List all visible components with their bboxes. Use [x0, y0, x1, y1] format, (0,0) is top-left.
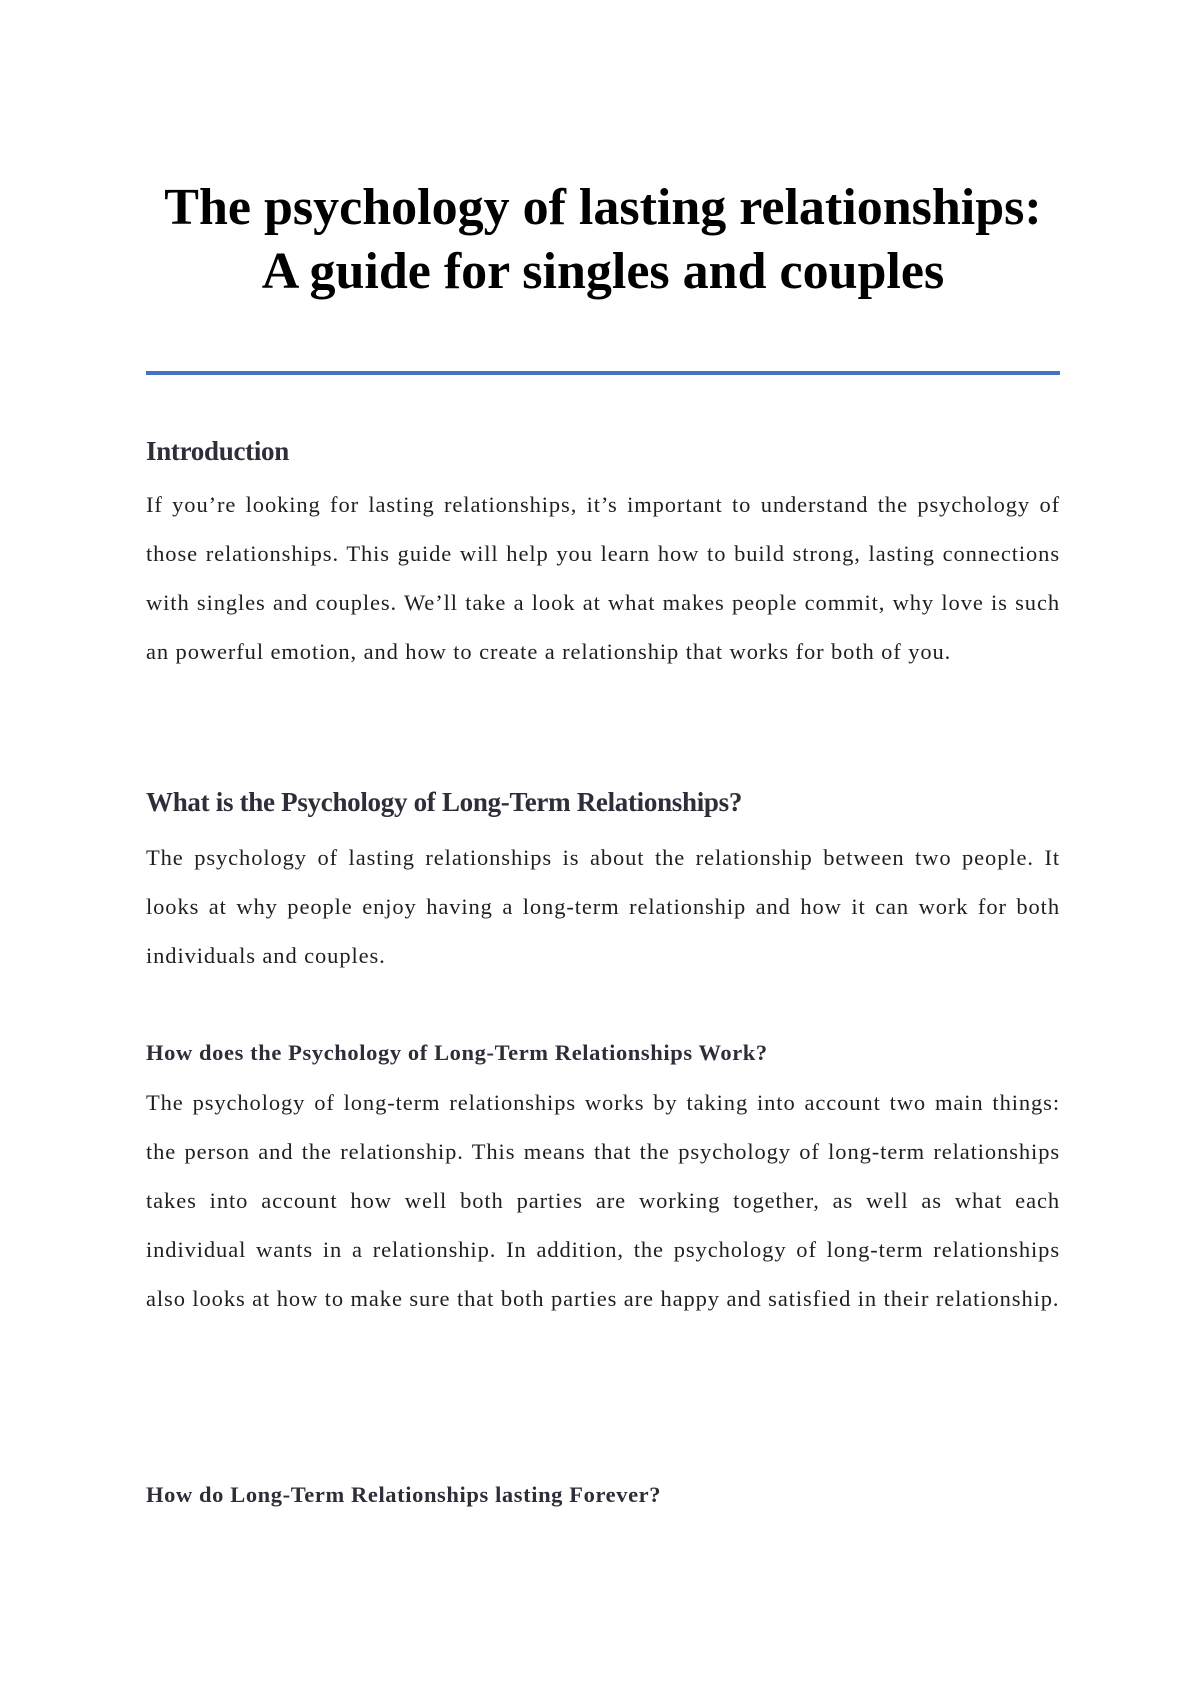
section-heading-how-does: How does the Psychology of Long-Term Relationships Work?: [146, 1040, 768, 1065]
section-body-introduction: If you’re looking for lasting relationships, it’s important to understand the psychology of those relationships. This guide will help you learn how to build strong, lasting connections with singles and couples. We’ll take a look at what makes people commit, why love is such an powerful emotion, and how to create a relationship that works for both of you.: [146, 492, 1060, 664]
document-title: The psychology of lasting relationships: A guide for singles and couples: [164, 179, 1042, 300]
section-body-what-is: The psychology of lasting relationships is about the relationship between two people. It looks at why people enjoy having a long-term relationship and how it can work for both individuals and couples.: [146, 845, 1060, 968]
section-heading-introduction: Introduction: [146, 436, 289, 466]
section-heading-what-is: What is the Psychology of Long-Term Relationships?: [146, 787, 743, 817]
section-body-how-does: The psychology of long-term relationships works by taking into account two main things: the person and the relationship. This means that the psychology of long-term relationships takes into account how well both parties are working together, as well as what each individual wants in a relationship. In addition, the psychology of long-term relationships also looks at how to make sure that both parties are happy and satisfied in their relationship.: [146, 1090, 1060, 1311]
section-heading-how-do: How do Long-Term Relationships lasting Forever?: [146, 1482, 662, 1507]
title-underline: [146, 371, 1060, 375]
